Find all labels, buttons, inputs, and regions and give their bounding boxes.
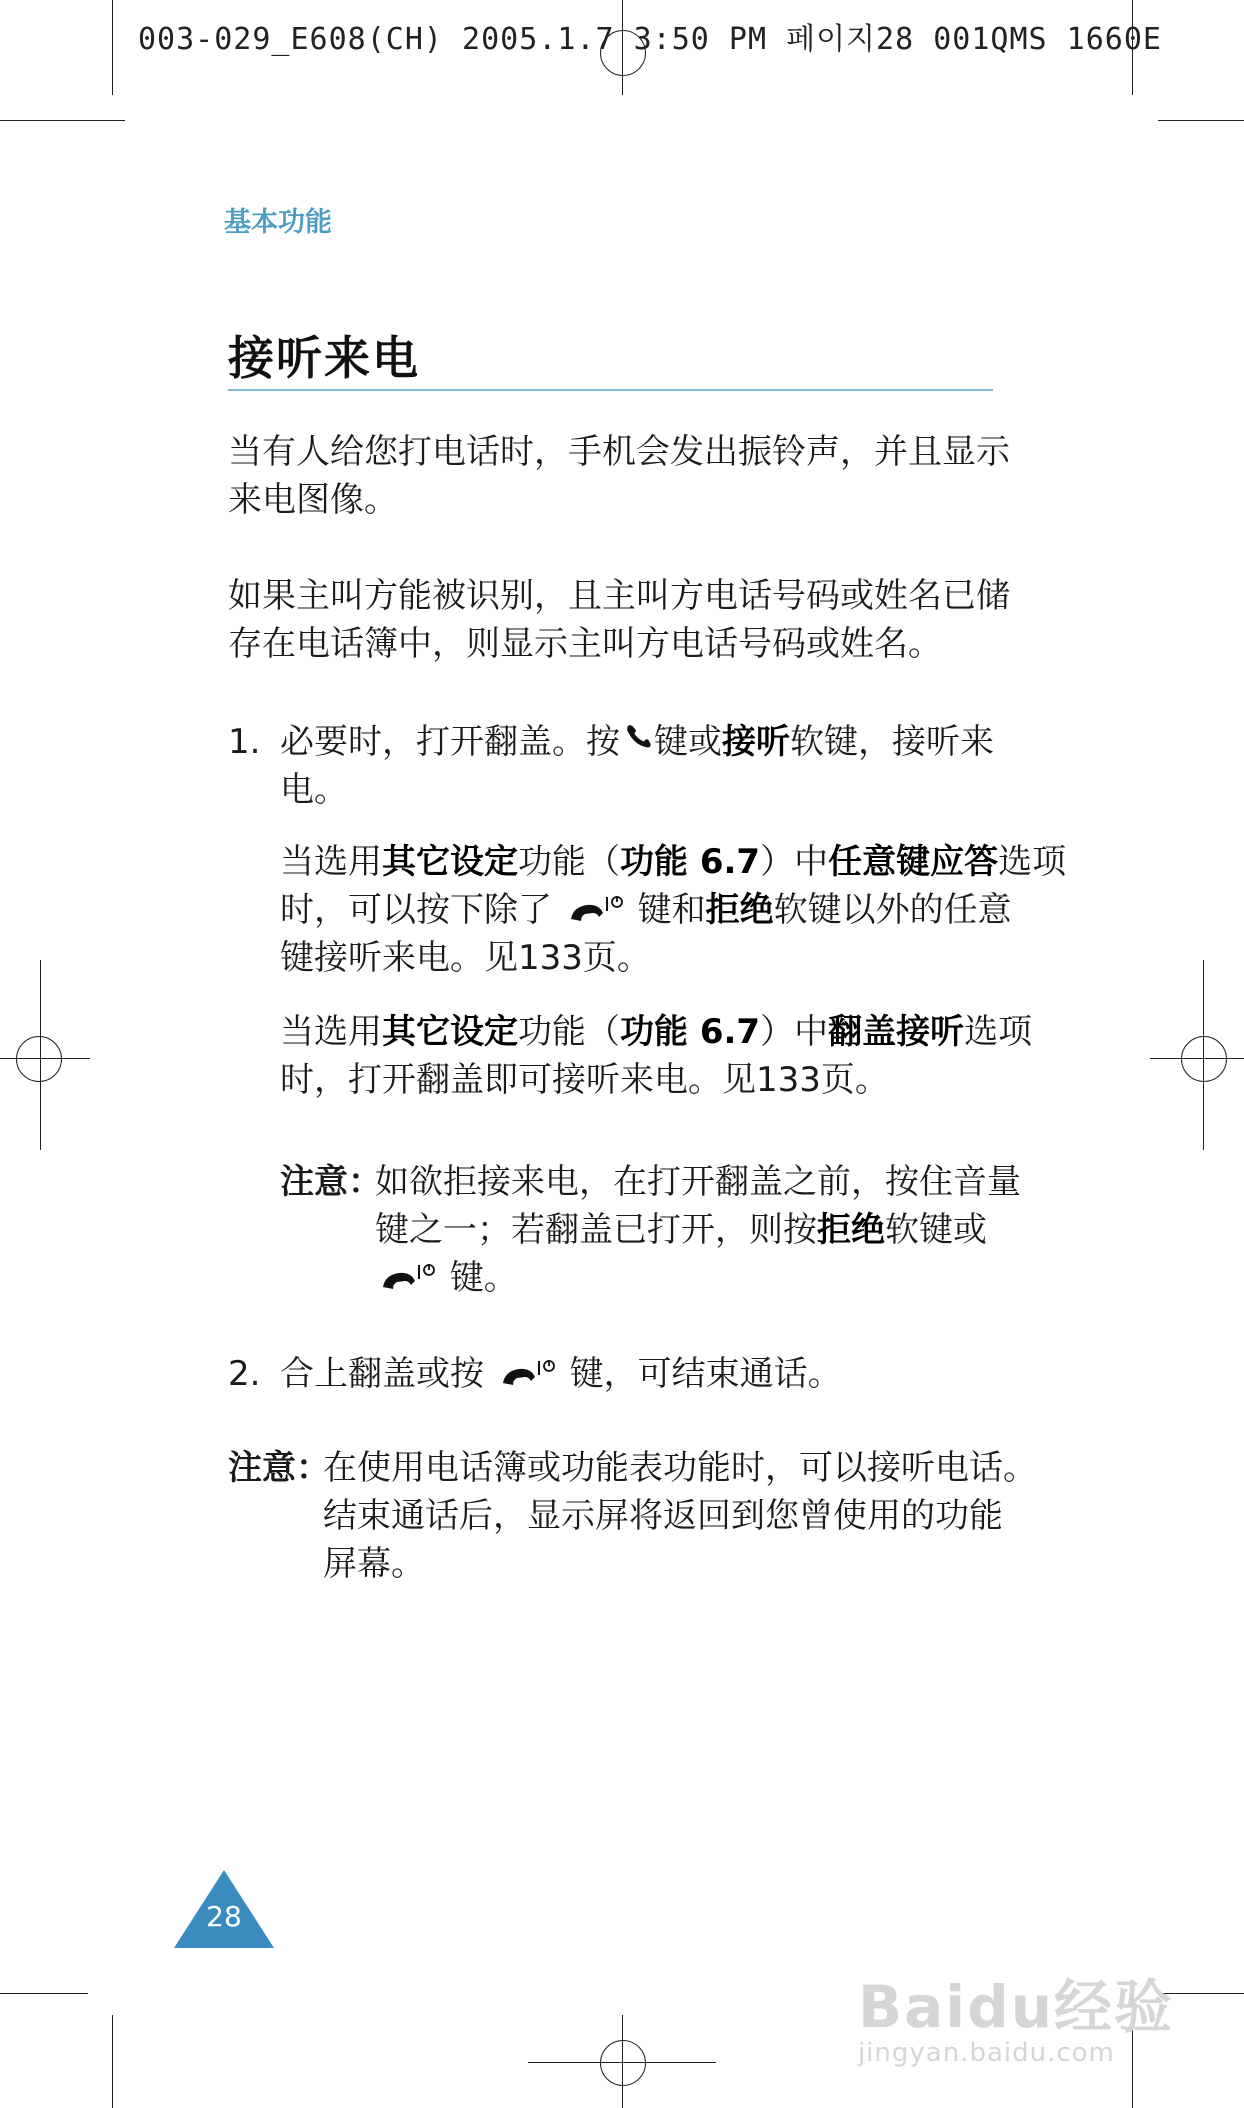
- text-span: ）中: [760, 842, 829, 882]
- watermark: [858, 1960, 1174, 2068]
- bold-term: 功能 6.7: [620, 842, 761, 882]
- text-line: 键接听来电。见133页。: [280, 938, 651, 978]
- text-line: [280, 886, 1066, 934]
- text-span: 键。: [449, 1258, 518, 1298]
- watermark-logo: Baidu经验: [857, 1973, 1174, 2041]
- text-line: 结束通话后，显示屏将返回到您曾使用的功能: [323, 1496, 1003, 1536]
- step-1-sub-paragraph-2: [280, 1008, 1032, 1104]
- text-line: [280, 1008, 1032, 1056]
- text-line: [375, 1206, 1021, 1254]
- text-line: 时，打开翻盖即可接听来电。见133页。: [280, 1060, 889, 1100]
- crop-mark: [0, 120, 125, 121]
- text-span: 功能（: [518, 842, 620, 882]
- note-label: 注意：: [280, 1162, 382, 1202]
- bold-term: 拒绝: [705, 890, 774, 930]
- text-line: 当有人给您打电话时，手机会发出振铃声，并且显示: [228, 432, 1010, 472]
- section-label: 基本功能: [224, 207, 332, 238]
- text-span: 时，可以按下除了: [280, 890, 552, 930]
- bold-term: 其它设定: [382, 842, 518, 882]
- text-span: 键之一；若翻盖已打开，则按: [375, 1210, 817, 1250]
- text-span: ）中: [760, 1012, 829, 1052]
- text-span: 软键，接听来: [790, 722, 994, 762]
- crop-mark: [112, 0, 113, 95]
- text-line: [280, 1350, 842, 1398]
- intro-paragraph-2: [228, 572, 1010, 668]
- text-span: 软键以外的任意: [773, 890, 1012, 930]
- text-line: [280, 718, 994, 766]
- crop-mark: [1158, 120, 1244, 121]
- text-line: 电。: [280, 770, 348, 810]
- note-label: 注意：: [228, 1448, 330, 1488]
- text-line: [375, 1254, 1021, 1302]
- crop-mark: [0, 1993, 88, 1994]
- text-span: 当选用: [280, 1012, 382, 1052]
- registration-circle: [1181, 1036, 1227, 1082]
- text-line: 来电图像。: [228, 480, 398, 520]
- registration-circle: [600, 2040, 646, 2086]
- intro-paragraph-1: [228, 428, 1010, 524]
- text-span: 选项: [998, 842, 1067, 882]
- step-1-text: [280, 718, 994, 814]
- text-span: 合上翻盖或按: [280, 1354, 484, 1394]
- note-2-text: [323, 1444, 1037, 1588]
- phone-end-power-icon: [375, 1259, 439, 1295]
- step-1-note-text: [375, 1158, 1021, 1302]
- registration-circle: [16, 1036, 62, 1082]
- watermark-url: jingyan.baidu.com: [857, 2038, 1115, 2068]
- text-span: 软键或: [885, 1210, 987, 1250]
- text-line: 如欲拒接来电，在打开翻盖之前，按住音量: [375, 1162, 1021, 1202]
- text-line: [280, 838, 1066, 886]
- phone-send-icon: [620, 718, 654, 766]
- phone-end-power-icon: [495, 1355, 559, 1391]
- page-number: 28: [206, 1900, 242, 1933]
- text-span: 当选用: [280, 842, 382, 882]
- bold-term: 接听: [722, 722, 790, 762]
- text-span: 键，可结束通话。: [569, 1354, 842, 1394]
- step-1-sub-paragraph-1: [280, 838, 1066, 982]
- step-1-number: 1.: [228, 722, 261, 762]
- bold-term: 功能 6.7: [620, 1012, 761, 1052]
- step-2-text: [280, 1350, 842, 1398]
- text-span: 必要时，打开翻盖。按: [280, 722, 620, 762]
- text-span: 键或: [654, 722, 722, 762]
- text-span: 功能（: [518, 1012, 620, 1052]
- text-line: 如果主叫方能被识别，且主叫方电话号码或姓名已储: [228, 576, 1010, 616]
- text-span: 选项: [964, 1012, 1033, 1052]
- text-line: 在使用电话簿或功能表功能时，可以接听电话。: [323, 1448, 1037, 1488]
- print-header: 003-029_E608(CH) 2005.1.7 3:50 PM 페이지28 001QMS 1660E: [138, 22, 1162, 57]
- page-title: 接听来电: [228, 331, 420, 385]
- bold-term: 任意键应答: [828, 842, 999, 882]
- bold-term: 其它设定: [382, 1012, 518, 1052]
- bold-term: 翻盖接听: [828, 1012, 965, 1052]
- step-2-number: 2.: [228, 1354, 261, 1394]
- text-line: 存在电话簿中，则显示主叫方电话号码或姓名。: [228, 624, 942, 664]
- bold-term: 拒绝: [817, 1210, 885, 1250]
- crop-mark: [112, 2015, 113, 2108]
- title-underline: [228, 389, 993, 391]
- phone-end-power-icon: [563, 891, 627, 927]
- text-line: 屏幕。: [323, 1544, 425, 1584]
- text-span: 键和: [637, 890, 706, 930]
